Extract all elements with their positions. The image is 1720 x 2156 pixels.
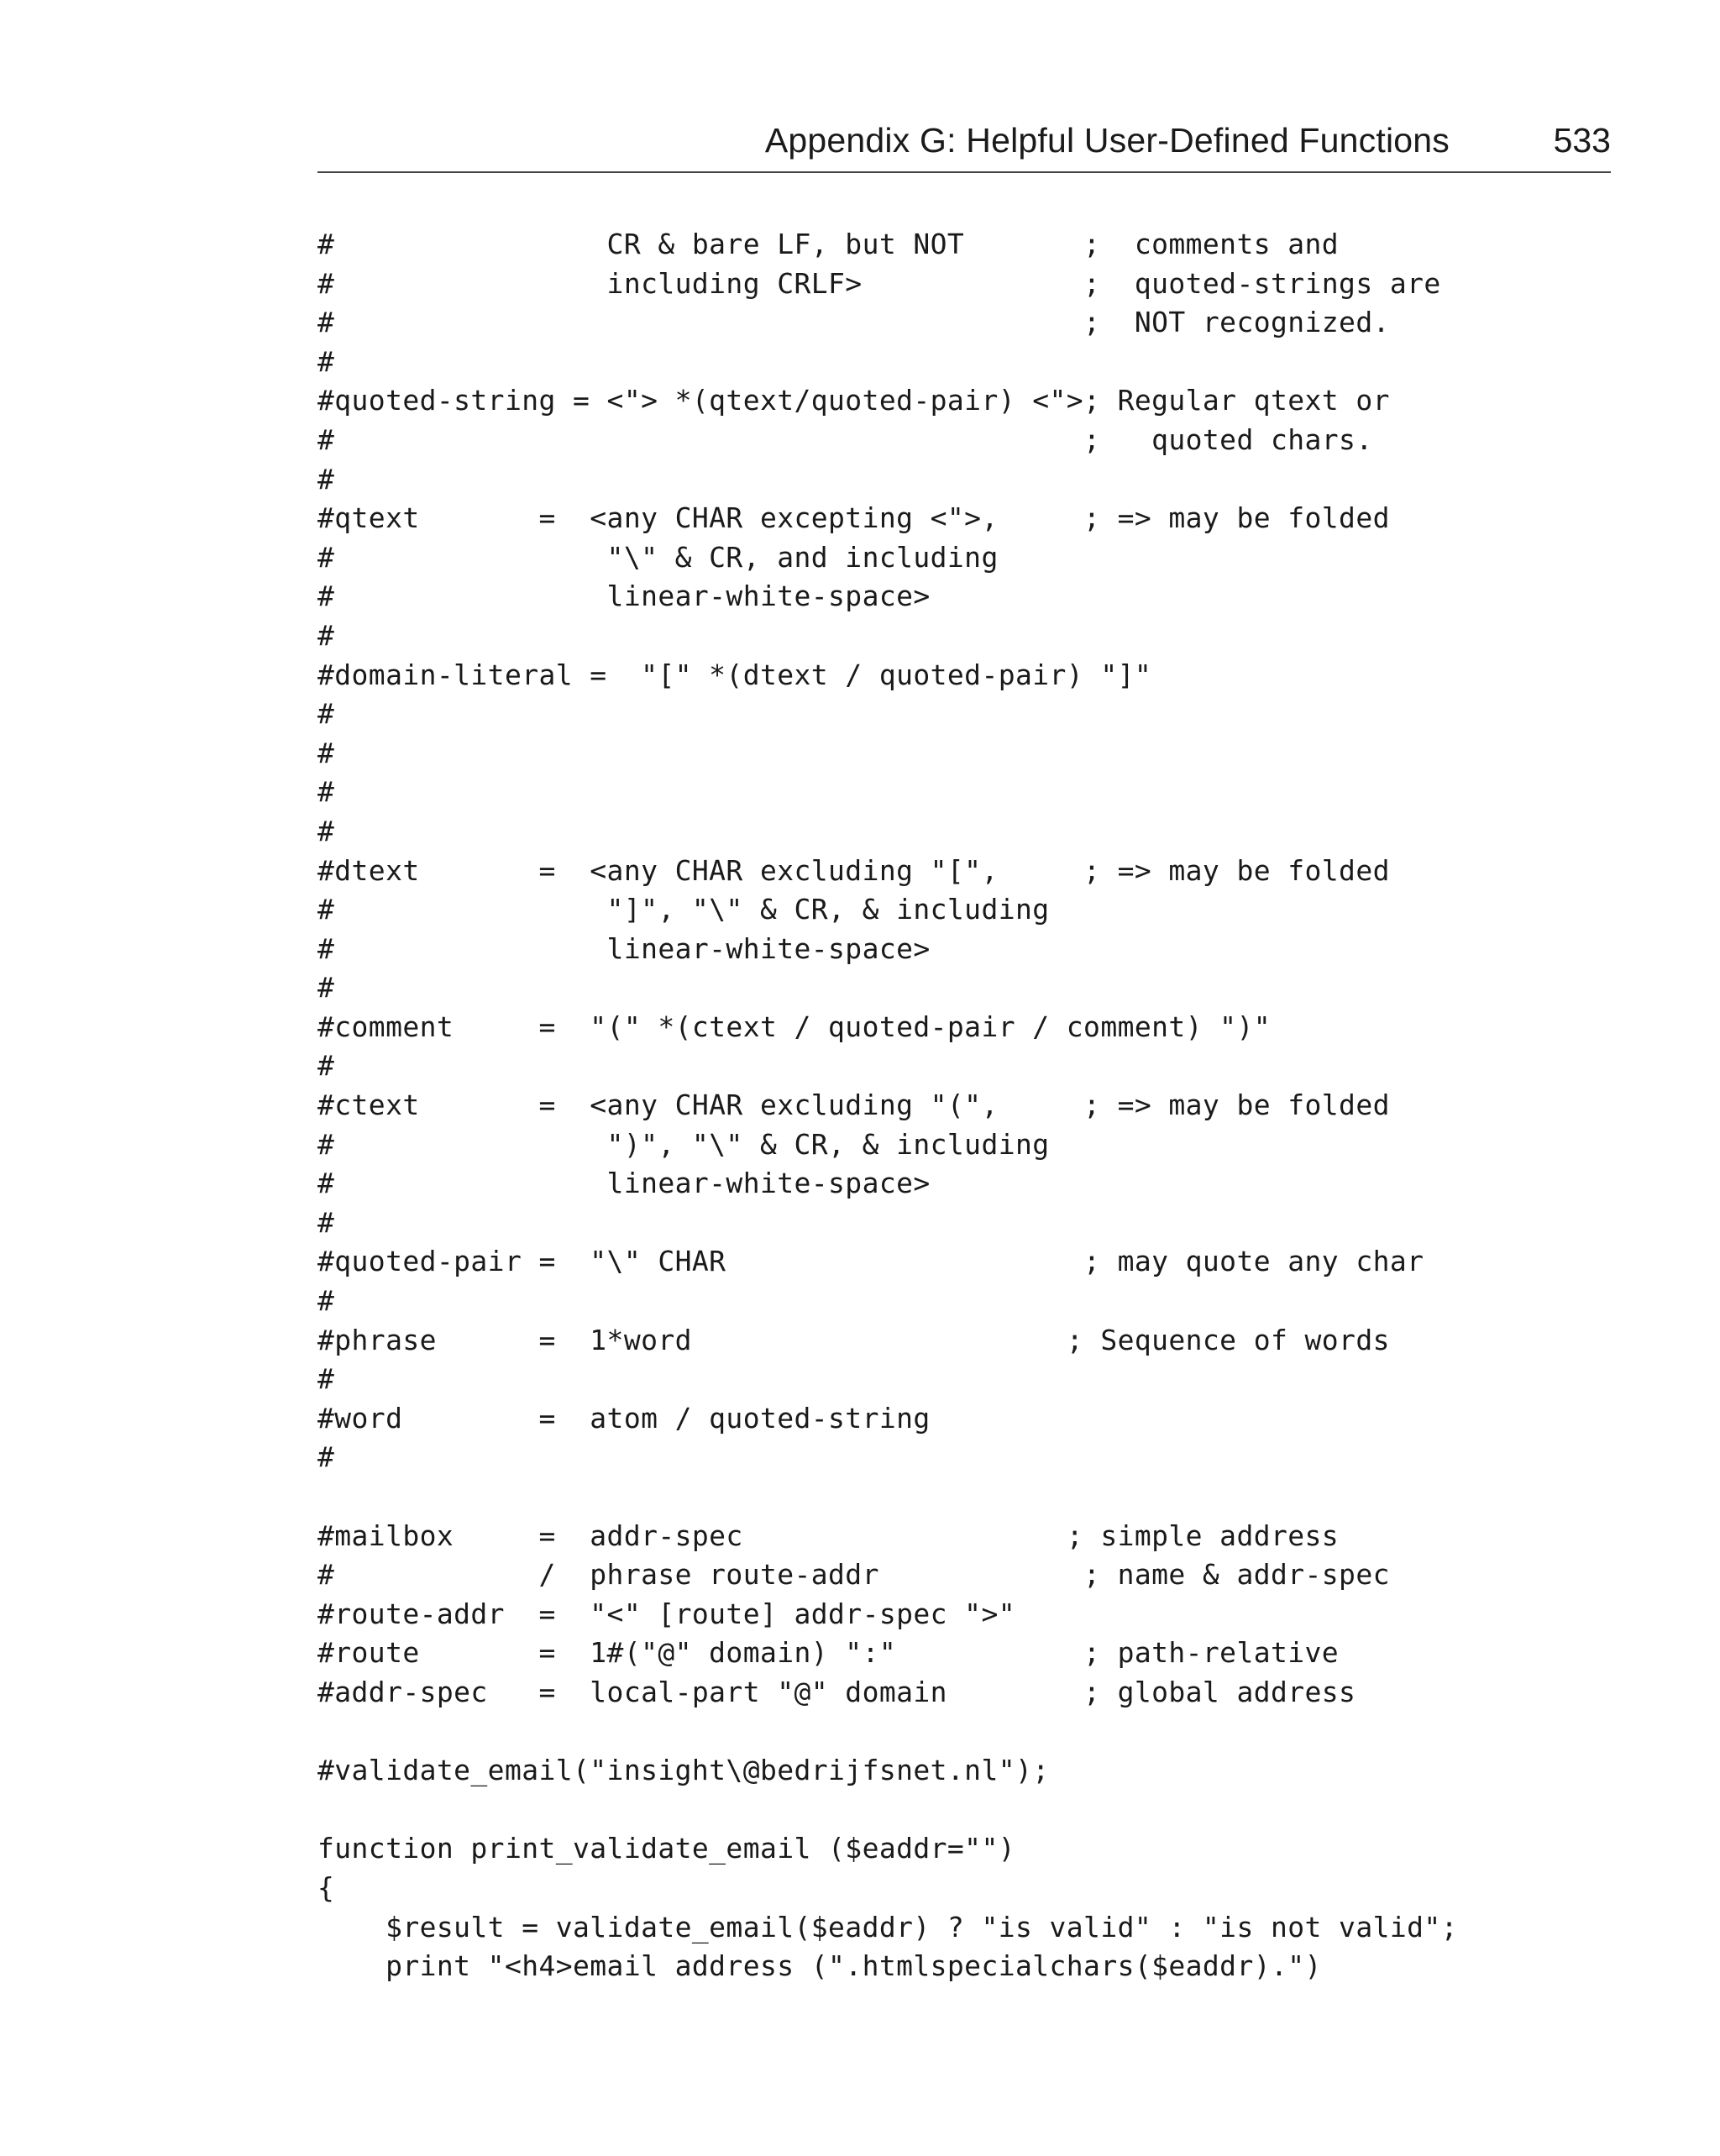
code-line: #validate_email("insight\@bedrijfsnet.nl"); — [317, 1754, 1050, 1787]
running-header-title: Appendix G: Helpful User-Defined Functions — [764, 121, 1450, 160]
code-line: #word = atom / quoted-string — [317, 1401, 931, 1435]
code-line: # — [317, 1049, 335, 1083]
code-line: # — [317, 618, 335, 652]
code-line — [317, 1791, 1458, 1830]
code-line: # — [317, 462, 335, 496]
code-line: # — [317, 1205, 335, 1239]
code-line: # — [317, 1362, 335, 1396]
code-line: # ")", "\" & CR, & including — [317, 1127, 1050, 1161]
code-line: # — [317, 697, 335, 731]
code-line: # — [317, 344, 335, 378]
page-header — [317, 116, 1611, 173]
code-line: # "]", "\" & CR, & including — [317, 893, 1050, 926]
code-line: # — [317, 1284, 335, 1318]
code-line: #addr-spec = local-part "@" domain ; global address — [317, 1675, 1356, 1708]
code-line: print "<h4>email address (".htmlspecialchars($eaddr).") — [317, 1949, 1322, 1983]
code-line: #phrase = 1*word ; Sequence of words — [317, 1323, 1390, 1356]
code-line: function print_validate_email ($eaddr="") — [317, 1832, 1015, 1865]
code-line: #route = 1#("@" domain) ":" ; path-relative — [317, 1636, 1340, 1670]
code-line: # — [317, 736, 335, 769]
code-line: $result = validate_email($eaddr) ? "is valid" : "is not valid"; — [317, 1910, 1458, 1944]
code-line: # — [317, 1440, 335, 1474]
code-line: #dtext = <any CHAR excluding "[", ; => may be folded — [317, 853, 1390, 887]
code-line: # linear-white-space> — [317, 1167, 931, 1200]
code-line: # CR & bare LF, but NOT ; comments and — [317, 228, 1340, 260]
code-line — [317, 1713, 1458, 1752]
code-line: # — [317, 971, 335, 1005]
code-line: { — [317, 1870, 335, 1904]
page-number: 533 — [1553, 121, 1611, 160]
code-line: # "\" & CR, and including — [317, 540, 999, 574]
code-listing — [317, 225, 1458, 1986]
code-line: # — [317, 814, 335, 847]
code-line: #quoted-pair = "\" CHAR ; may quote any char — [317, 1245, 1424, 1278]
code-line: # ; NOT recognized. — [317, 306, 1390, 339]
code-line: # linear-white-space> — [317, 580, 931, 613]
code-line: # — [317, 775, 335, 809]
code-line: #route-addr = "<" [route] addr-spec ">" — [317, 1597, 1015, 1630]
code-line: # including CRLF> ; quoted-strings are — [317, 266, 1441, 300]
code-line: #quoted-string = <"> *(qtext/quoted-pair) <">; Regular qtext or — [317, 384, 1390, 417]
code-line — [317, 1477, 1458, 1517]
code-line: # linear-white-space> — [317, 931, 931, 965]
code-line: # ; quoted chars. — [317, 422, 1373, 456]
code-line: #comment = "(" *(ctext / quoted-pair / comment) ")" — [317, 1010, 1271, 1043]
code-line: # / phrase route-addr ; name & addr-spec — [317, 1558, 1390, 1592]
code-line: #domain-literal = "[" *(dtext / quoted-pair) "]" — [317, 658, 1152, 691]
code-line: #ctext = <any CHAR excluding "(", ; => may be folded — [317, 1088, 1390, 1122]
code-line: #mailbox = addr-spec ; simple address — [317, 1519, 1340, 1552]
code-line: #qtext = <any CHAR excepting <">, ; => may be folded — [317, 501, 1390, 535]
